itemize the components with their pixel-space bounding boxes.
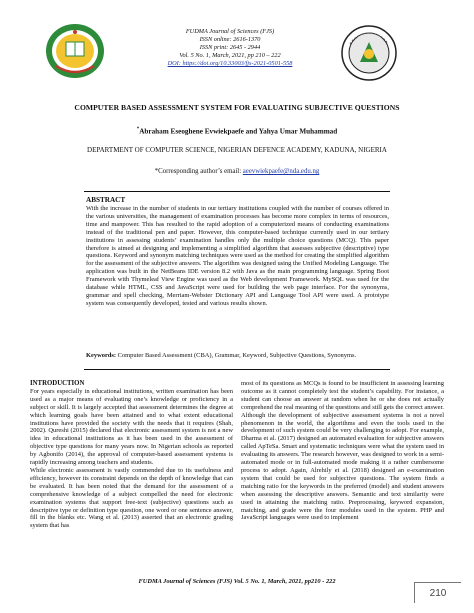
abstract-text: With the increase in the number of students in our tertiary institutions coupled with the number of courses offered in the various universities, the management of examination processes has become more complex in terms of resources, time and manpower. This has resulted to the rapid adoption of a computerized means of conducting examinations instead of the traditional pen and paper. However, this computer-based technique currently used in our tertiary institutions in assessing students’ examination handles only the multiple choice questions (MCQ). This paper therefore is aimed at designing and implementing a simplified algorithm that assesses subjective (descriptive) type questions. Keyword and synonym matching techniques were used as the method for creating the simplified algorithm for the assessment of the subjective answers. The algorithm was designed using the Unified Modeling Language. The application was built in the NetBeans IDE version 8.2 with Java as the main programming language. Spring Boot Framework with Thymeleaf View Engine was used as the Web development Framework. MySQL was used for the database while HTML, CSS and JavaScript were used for building the web page interface. For the synonyms, grammar and spell checking, Merriam-Webster Dictionary API and Language Tool API were used. A prototype system was consequently developed, tested and various results shown.: [86, 205, 389, 307]
introduction-heading: INTRODUCTION: [30, 380, 85, 387]
issn-print: ISSN print: 2645 - 2944: [199, 44, 261, 51]
abstract-top-rule: [84, 191, 390, 192]
abstract-heading: ABSTRACT: [86, 196, 126, 204]
author-line: [80, 127, 394, 135]
corresponding-star: *: [136, 127, 140, 132]
keywords-label: Keywords:: [86, 352, 117, 359]
keywords-line: [86, 352, 389, 360]
abstract-bottom-rule: [84, 369, 390, 370]
journal-footer: FUDMA Journal of Sciences (FJS) Vol. 5 No. 1, March, 2021, pp210 - 222: [138, 578, 336, 585]
university-seal: [340, 24, 398, 82]
correspondence-label: *Corresponding author’s email:: [154, 168, 243, 175]
journal-info: [130, 28, 330, 68]
volume-info: Vol. 5 No. 1, March, 2021, pp 210 – 222: [179, 52, 281, 59]
left-column: [30, 380, 233, 530]
journal-name: FUDMA Journal of Sciences (FJS): [185, 28, 275, 35]
doi-link[interactable]: DOI: https://doi.org/10.33003/fjs-2021-0501-558: [167, 60, 293, 67]
correspondence-line: [80, 168, 394, 175]
intro-paragraph-1: For years especially in educational institutions, written examination has been used as a major means of evaluating one’s knowledge or proficiency in a subject or skill. It is largely accepted that assessment determines the degree at which learning goals have been attained and to what extent educational institutions have provided the society with the needs that it requires (Shah, 2002). Qureshi (2015) declared that electronic assessment system is not a new idea in educational institutions as it has been used in the assessment of objective type questions for many years now. In Nigerian schools as reported by Agbonifo (2014), the approval of computer-based assessment systems is rapidly increasing among teachers and students.: [30, 387, 233, 467]
intro-paragraph-3: most of its questions as MCQs is found to be insufficient in assessing learning outcome as it cannot completely test the student’s capability. For instance, a student can choose an answer at random when he or she does not actually comprehend the real meaning of the questions and still gets the correct answer.: [241, 380, 444, 411]
intro-paragraph-2: While electronic assessment is vastly commended due to its usefulness and efficiency, however its constraint depends on the depth of knowledge that can be evaluated. It has been noted that the demand for the assessment of a comprehensive knowledge of a subject compelled the need for electronic examination systems that support free-text (subjective) questions such as descriptive type or definition type question, one word or one sentence answer, fill in the blanks etc. Wang et al. (2013) asserted that an electronic grading system that has: [30, 466, 233, 530]
affiliation: DEPARTMENT OF COMPUTER SCIENCE, NIGERIAN DEFENCE ACADEMY, KADUNA, NIGERIA: [87, 146, 387, 154]
correspondence-email[interactable]: aeevwiekpaefe@nda.edu.ng: [242, 168, 320, 175]
paper-title: COMPUTER BASED ASSESSMENT SYSTEM FOR EVALUATING SUBJECTIVE QUESTIONS: [74, 103, 400, 112]
fudma-journal-logo: [44, 22, 106, 80]
page-number: 210: [414, 582, 461, 603]
author-names: Abraham Eseoghene Evwiekpaefe and Yahya Umar Muhammad: [139, 127, 338, 136]
intro-paragraph-4: Although the development of subjective assessment systems is not a novel phenomenon in the world, the algorithms and even the tools used in the development of such system could be very challenging to adopt. For example, Dharma et al. (2017) designed an automated evaluation for subjective answers called ApTeSa. Smart and systematic techniques were what the system used in evaluating its answers. The research however, was designed to work in a semi-automated mode or in full-automated mode making it a rather cumbersome process to adopt. Again, Alrehily et al. (2018) designed an e-examination system that could be used for subjective questions. The system finds a matching ratio for the keywords in the preferred (model) and student answers when assessing the descriptive answers. Semantic and text similarity were used in attaining the matching ratio. Preprocessing, keyword expansion, matching, and grade were the four modules used in the system. PHP and JavaScript languages were used to implement: [241, 411, 444, 522]
keywords-text: Computer Based Assessment (CBA), Grammar, Keyword, Subjective Questions, Synonyms.: [116, 352, 357, 359]
right-column: [241, 380, 444, 522]
issn-online: ISSN online: 2616-1370: [199, 36, 261, 43]
